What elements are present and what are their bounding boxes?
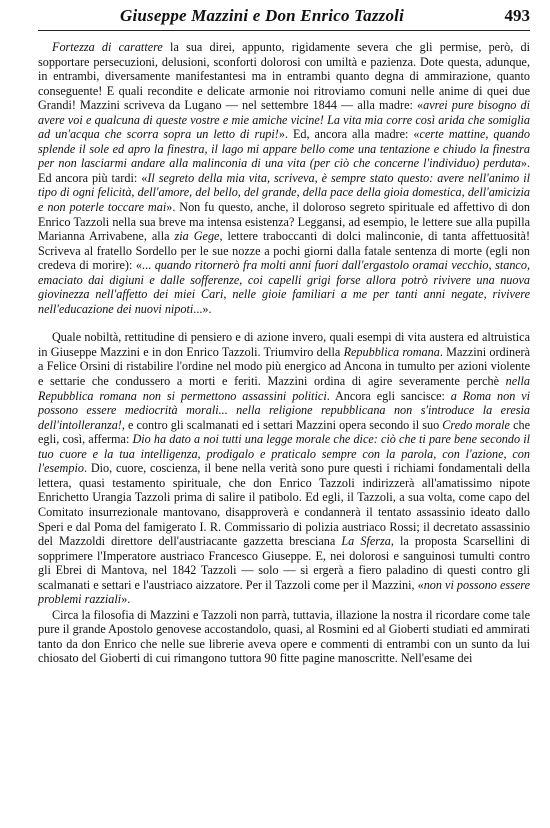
italic-run: Dio ha dato a noi tutti una legge morale che dice: ciò che ti pare bene secondo il tuo cuore e la tua intelligenza, prodigalo e praticalo sempre con la parola, con l'azione, con l'esempio: [38, 432, 530, 476]
text-run: Quale nobiltà, rettitudine di pensiero e di azione invero, quali esempi di vita austera ed altruistica in Giuseppe Mazzini e in don Enrico Tazzoli. Triumviro della: [38, 330, 530, 359]
running-title: Giuseppe Mazzini e Don Enrico Tazzoli: [120, 6, 405, 25]
italic-run: quando ritornerò fra molti anni fuori dall'ergastolo oramai vecchio, stanco, emaciato dai digiuni e dalle sofferenze, coi capelli grigi forse allora potrò rivivere una nuova giovinezza nell'affetto dei miei Cari, nelle gioie familiari a me per tanti anni negate, rivivere nell'educazione dei nuovi nipoti: [38, 258, 530, 316]
text-run: . Mazzini ordinerà a Felice Orsini di ristabilire l'ordine nel modo più energico ad Ancona in tumulto per azioni violente e settarie che condussero a morti e feriti. Mazzini ordina di agire severamente perchè: [38, 344, 530, 389]
text-run: , lettere traboccanti di dolci malinconie, di tanta affettuosità! Scriveva al fratello Sordello per le sue nozze a pochi giorni dalla fatale sentenza di morte (egli non credeva di morire): «...: [38, 229, 530, 273]
paragraph: [38, 608, 530, 666]
text-run: Circa la filosofia di Mazzini e Tazzoli non parrà, tuttavia, illazione la nostra il ricordare come tale pure il grande Apostolo genovese accostandolo, quasi, al Rosmini ed al Gioberti studiati ed ammirati tanto da don Enrico che nelle sue librerie aveva opere e commenti di entrambi con un sunto da lui chiosato del Gioberti di cui rimangono tuttora 90 fitte pagine manoscritte. Nell'esame dei: [38, 607, 530, 666]
text-run: , la proposta Scarsellini di sopprimere l'Imperatore austriaco Francesco Giuseppe. E, nei dolorosi e sanguinosi tumulti contro gli Ebrei di Mantova, nel 1842 Tazzoli — solo — si ergerà a fiero paladino di questi contro gli scalmanati e settari e l'austriaco aizzatore. Per il Tazzoli come per il Mazzini, «: [38, 534, 531, 592]
text-run: ...».: [193, 301, 212, 316]
text-run: che egli, così, afferma:: [38, 417, 531, 447]
page-header: [0, 6, 550, 30]
text-run: . Dio, cuore, coscienza, il bene nella verità sono pure questi i richiami fondamentali della lettera, quasi testamento spirituale, che don Enrico Tazzoli indirizzerà all'amatissimo nipote Enrichetto Urangia Tazzoli prima di salire il patibolo. Ed egli, il Tazzoli, a sua volta, come capo del Comitato insurrezionale mantovano, disapproverà e condannerà il tentato assassinio ideato dallo Speri e dal Poma del famigerato I. R. Commissario di polizia austriaco Rossi; il decretato assassinio del Mazzoldi direttore dell'austriacante gazzetta bresciana: [38, 461, 530, 549]
italic-run: non vi possono essere problemi razziali: [38, 577, 530, 607]
italic-run: Repubblica romana: [343, 344, 440, 359]
text-run: ». Ed, ancora alla madre: «: [278, 127, 420, 142]
italic-run: nella Repubblica romana non si permettono assassini politici: [38, 374, 530, 403]
italic-run: a Roma non vi possono essere mediocrità morali... nella religione repubblicana non s'introduce la eresia dell'intolleranza!: [38, 388, 530, 432]
paragraph: [38, 40, 530, 316]
italic-run: certe mattine, quando splende il sole ed apro la finestra, il lago mi appare bello come una tentazione e chiudo la finestra per non lasciarmi andare alla malinconia di una vita (per ciò che concerne l'individuo) perduta: [38, 127, 530, 171]
italic-run: Fortezza di carattere: [52, 40, 163, 54]
text-run: ». Ed ancora più tardi: «: [38, 156, 530, 185]
italic-run: La Sferza: [341, 534, 391, 549]
text-run: . Ancora egli sancisce:: [326, 388, 451, 403]
text-run: ».: [121, 592, 131, 607]
paragraph: [38, 330, 530, 606]
italic-run: Credo morale: [442, 417, 510, 432]
italic-run: Il segreto della mia vita, scriveva, è sempre stato questo: avere nell'animo il tipo di ogni felicità, dell'amore, del bello, del grande, della pace della gioia domestica, dell'amicizia e non poterle toccare mai: [38, 170, 530, 215]
italic-run: avrei pure bisogno di avere voi e qualcuna di queste vostre e mie amiche vicine! La vita mia corre così arida che somiglia ad un'acqua che scorra sopra un letto di rupi!: [38, 98, 530, 142]
italic-run: zia Gege: [174, 229, 220, 244]
text-run: , e contro gli scalmanati ed i settari Mazzini opera secondo il suo: [121, 417, 443, 432]
header-rule: [38, 30, 530, 31]
page-body: [38, 40, 530, 666]
text-run: ». Non fu questo, anche, il doloroso segreto spirituale ed affettivo di don Enrico Tazzoli nella sua breve ma intensa esistenza? Leggansi, ad esempio, le lettere sue alla pupilla Marianna Arrivabene, alla: [38, 200, 530, 244]
page-number: 493: [504, 6, 530, 25]
text-run: la sua direi, appunto, rigidamente severa che gli permise, però, di sopportare persecuzioni, delusioni, sconforti dolorosi con umiltà e pazienza. Dote questa, adunque, in entrambi, diversamente manifestantesi ma in entrambi quanto degna di ammirazione, quanto conseguente! E quali recondite e delicate armonie noi ritroviamo comuni nelle anime di quei due Grandi! Mazzini scriveva da Lugano — nel settembre 1844 — alla madre: «: [38, 40, 531, 113]
